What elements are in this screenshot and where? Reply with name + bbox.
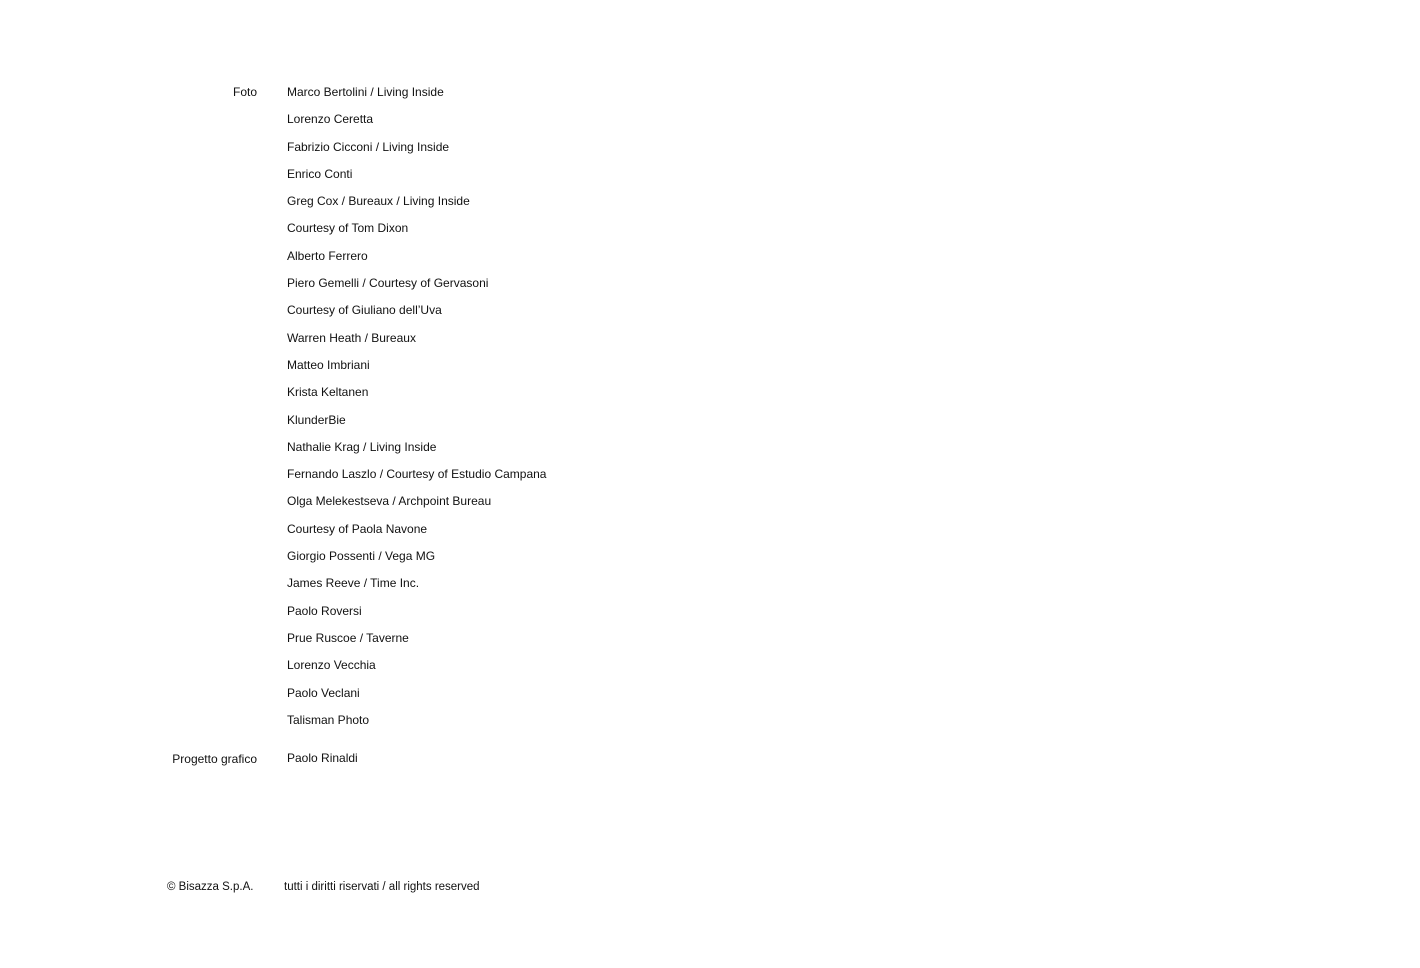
graphic-design-label: Progetto grafico	[172, 752, 257, 766]
page-footer	[0, 879, 1420, 896]
credit-item: KlunderBie	[287, 412, 346, 427]
credit-item: Courtesy of Tom Dixon	[287, 221, 409, 236]
credit-item: Piero Gemelli / Courtesy of Gervasoni	[287, 276, 489, 291]
credit-item: Fernando Laszlo / Courtesy of Estudio Campana	[287, 467, 547, 482]
credit-item: Krista Keltanen	[287, 385, 369, 400]
credit-item: Prue Ruscoe / Taverne	[287, 630, 409, 645]
credit-item: Alberto Ferrero	[287, 248, 368, 263]
credit-item: Courtesy of Giuliano dell’Uva	[287, 303, 442, 318]
rights-text: tutti i diritti riservati / all rights reserved	[284, 881, 480, 893]
credit-item: Lorenzo Ceretta	[287, 112, 374, 127]
photo-credits-section	[0, 84, 1420, 739]
graphic-design-row	[0, 751, 1420, 768]
copyright-text: © Bisazza S.p.A.	[167, 881, 254, 893]
credit-item: Marco Bertolini / Living Inside	[287, 85, 444, 99]
credit-item: Fabrizio Cicconi / Living Inside	[287, 139, 450, 154]
photo-credits-label: Foto	[232, 85, 257, 99]
graphic-design-section	[0, 751, 1420, 768]
credit-item: Talisman Photo	[287, 712, 370, 727]
photo-credits-row	[0, 84, 1420, 739]
credit-item: Warren Heath / Bureaux	[287, 330, 416, 345]
credit-item: Paolo Veclani	[287, 685, 360, 700]
credit-item: Lorenzo Vecchia	[287, 658, 376, 673]
credit-item: Giorgio Possenti / Vega MG	[287, 549, 436, 564]
photo-credits-list	[287, 84, 546, 739]
credit-item: Olga Melekestseva / Archpoint Bureau	[287, 494, 492, 509]
credit-item: Paolo Roversi	[287, 603, 362, 618]
credit-item: Greg Cox / Bureaux / Living Inside	[287, 194, 470, 209]
credit-item: James Reeve / Time Inc.	[287, 576, 420, 591]
credit-item: Nathalie Krag / Living Inside	[287, 439, 437, 454]
credit-item: Matteo Imbriani	[287, 357, 370, 372]
credit-item: Courtesy of Paola Navone	[287, 521, 428, 536]
credit-item: Enrico Conti	[287, 166, 353, 181]
graphic-design-value: Paolo Rinaldi	[287, 751, 358, 765]
